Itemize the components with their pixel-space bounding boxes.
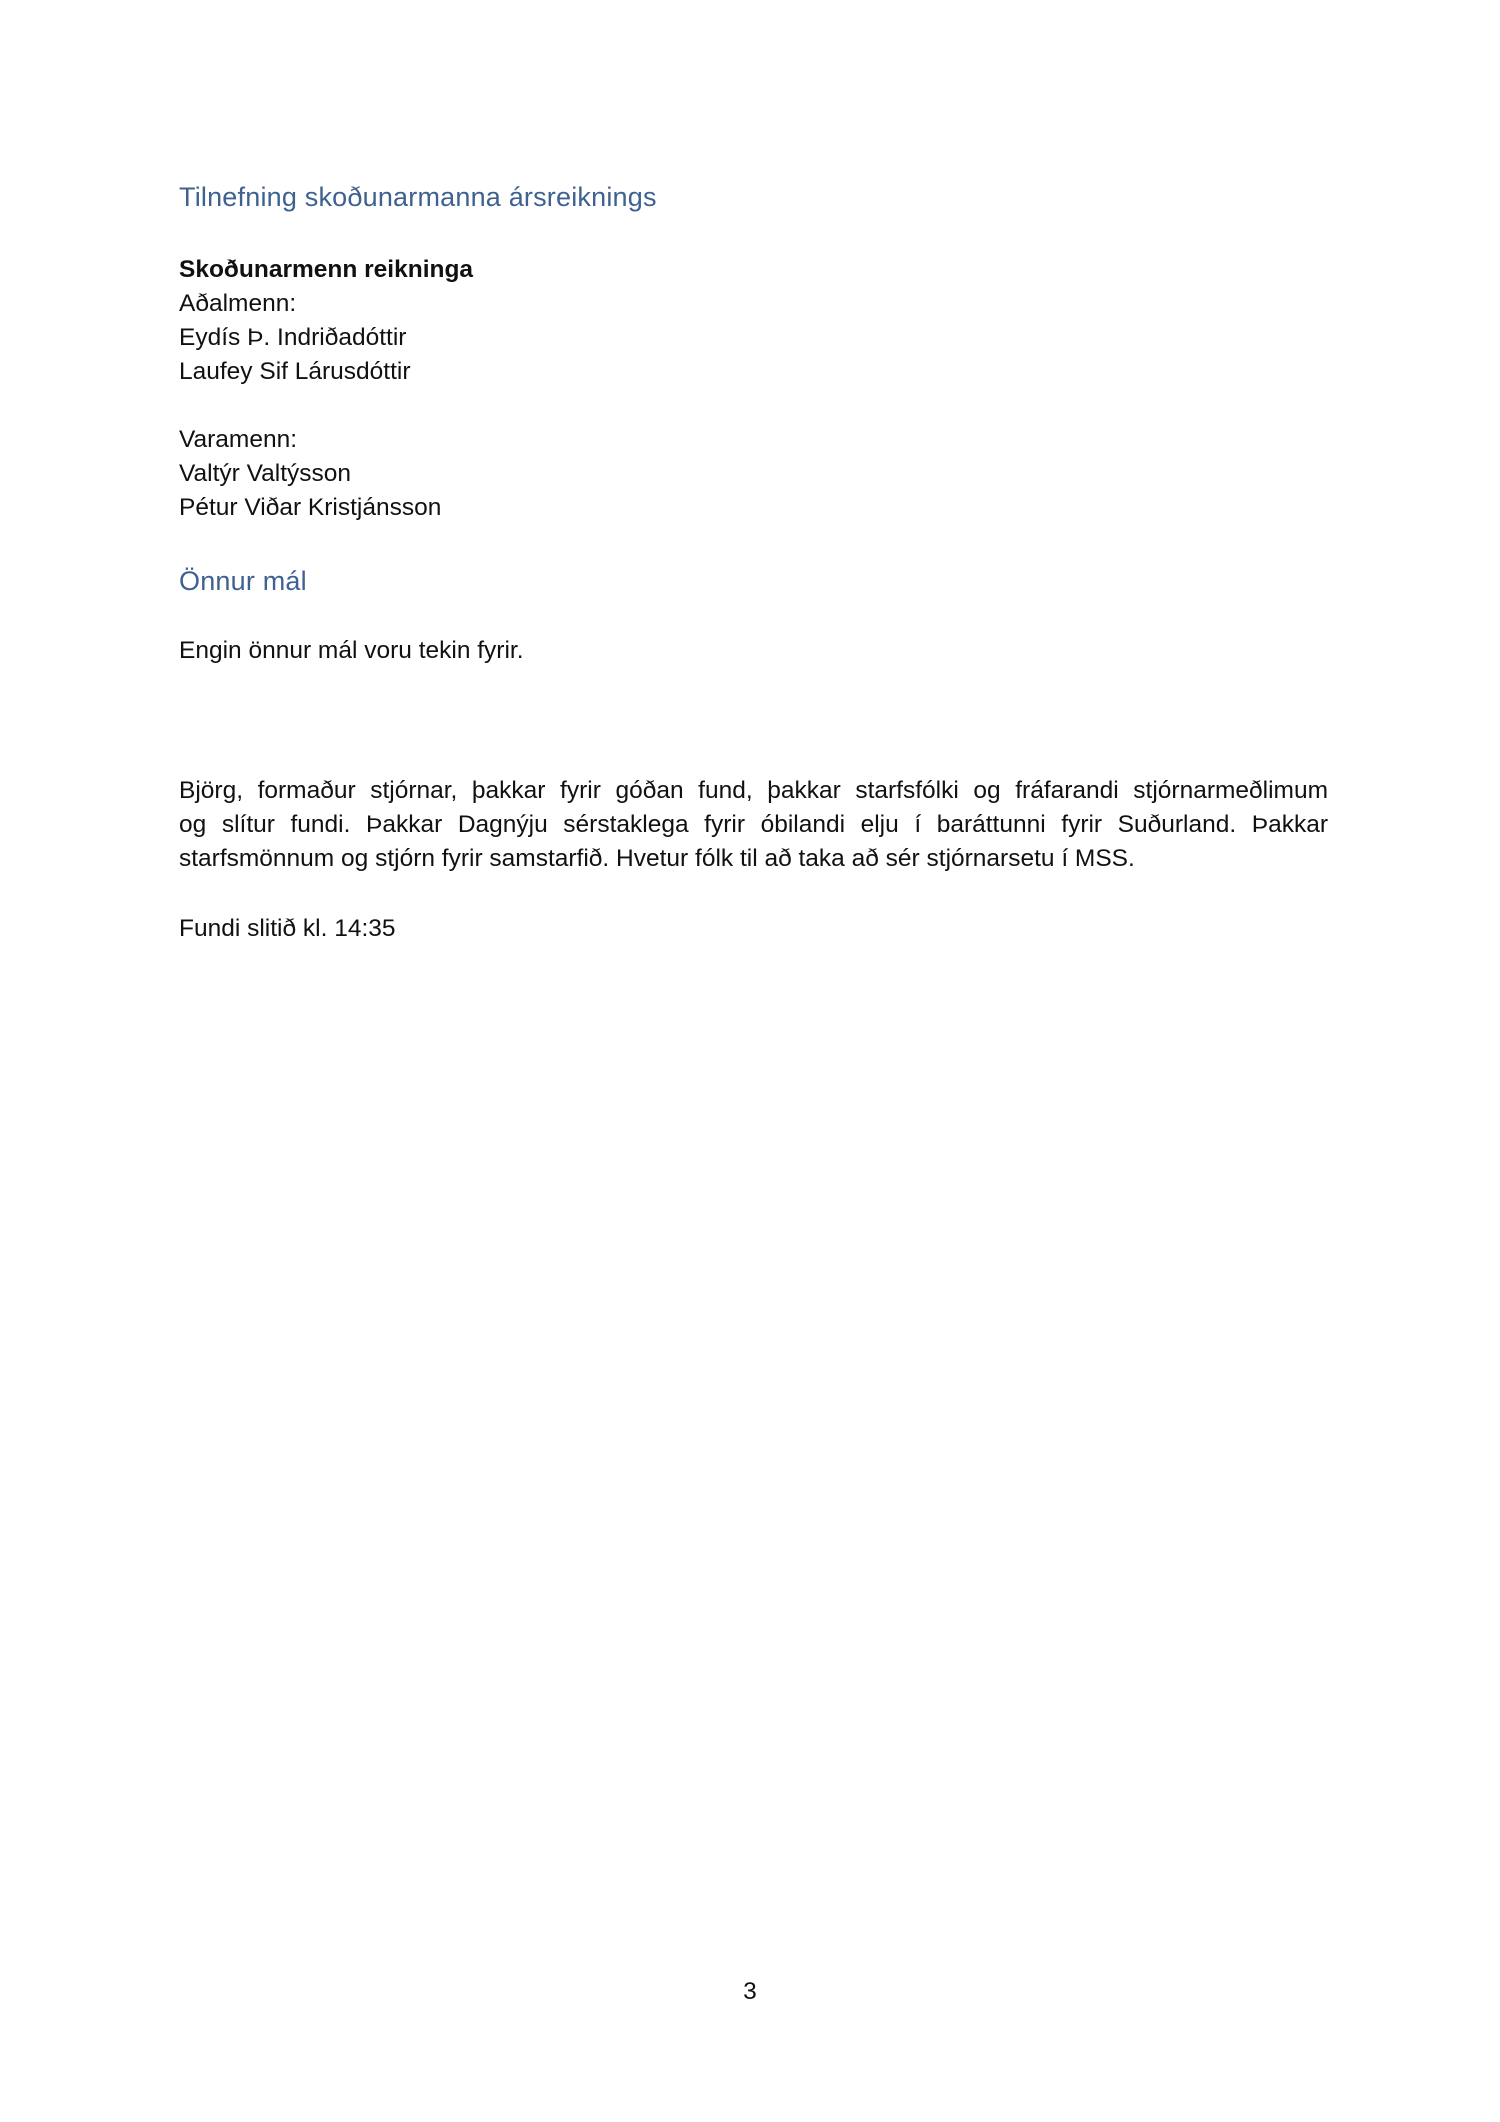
alternate-member-name: Valtýr Valtýsson — [179, 460, 352, 487]
closing-paragraph-line: Björg, formaður stjórnar, þakkar fyrir góðan fund, þakkar starfsfólki og fráfarandi stjórnarmeðlimum — [179, 777, 1328, 804]
main-member-name: Eydís Þ. Indriðadóttir — [179, 324, 407, 351]
section-heading-auditors: Tilnefning skoðunarmanna ársreiknings — [179, 182, 657, 212]
closing-paragraph-line: starfsmönnum og stjórn fyrir samstarfið. Hvetur fólk til að taka að sér stjórnarsetu í MSS. — [179, 845, 1135, 872]
meeting-end-note: Fundi slitið kl. 14:35 — [179, 915, 396, 942]
main-member-name: Laufey Sif Lárusdóttir — [179, 358, 411, 385]
main-members-label: Aðalmenn: — [179, 290, 297, 317]
closing-paragraph-line: og slítur fundi. Þakkar Dagnýju sérstaklega fyrir óbilandi elju í baráttunni fyrir Suðurland. Þakkar — [179, 811, 1328, 838]
page-number: 3 — [743, 1978, 757, 2005]
closing-paragraph — [179, 774, 1328, 876]
alternate-members-label: Varamenn: — [179, 426, 298, 453]
section-heading-other-matters: Önnur mál — [179, 566, 307, 596]
auditors-subheading: Skoðunarmenn reikninga — [179, 256, 474, 283]
other-matters-text: Engin önnur mál voru tekin fyrir. — [179, 637, 524, 664]
alternate-member-name: Pétur Viðar Kristjánsson — [179, 494, 442, 521]
